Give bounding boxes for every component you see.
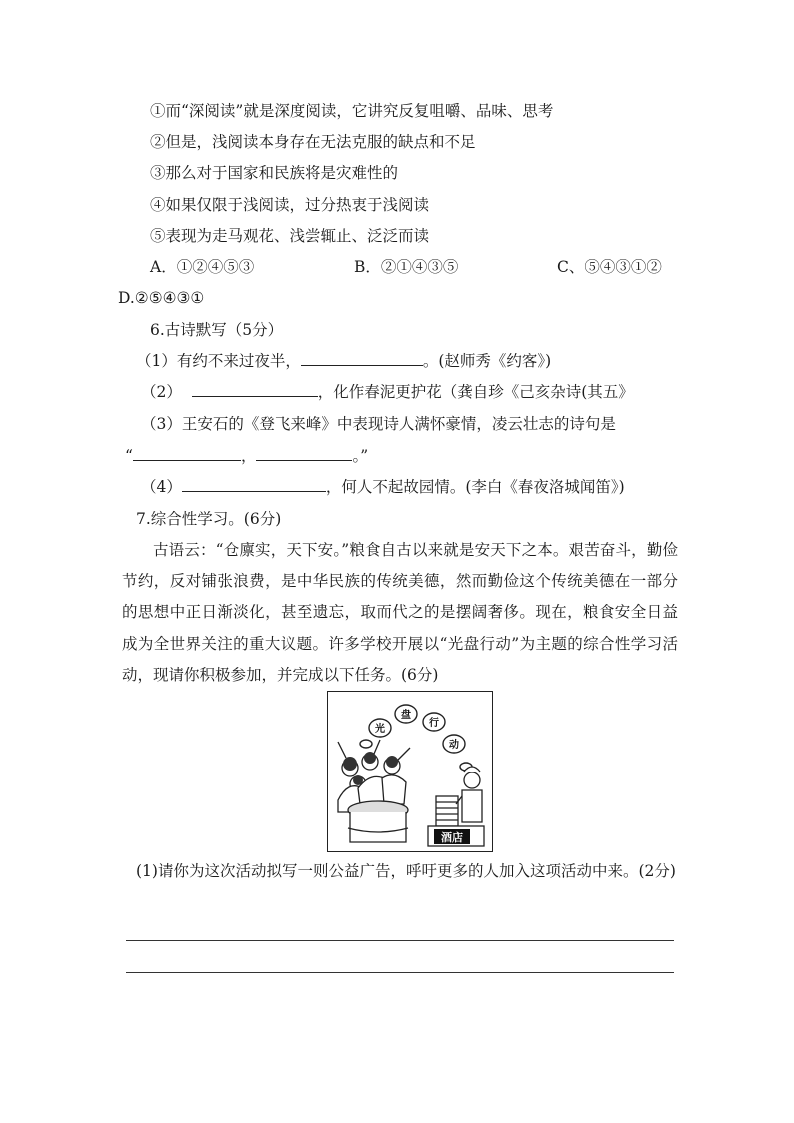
q6-item-3: （3）王安石的《登飞来峰》中表现诗人满怀豪情，凌云壮志的诗句是 (141, 415, 616, 433)
q6-item-2 (141, 382, 634, 402)
cartoon-illustration (328, 692, 491, 850)
ordering-item-4: ④如果仅限于浅阅读，过分热衷于浅阅读 (150, 196, 430, 214)
option-a: A．①②④⑤③ (150, 258, 255, 276)
ordering-item-2: ②但是，浅阅读本身存在无法克服的缺点和不足 (150, 133, 476, 151)
option-c: C、⑤④③①② (557, 258, 662, 276)
q6-item-1 (136, 351, 551, 371)
answer-line-1[interactable] (126, 940, 674, 941)
plate-char-2: 盘 (401, 710, 411, 721)
q6-item-2-blank[interactable] (192, 382, 318, 397)
q7-heading: 7.综合性学习。(6分) (136, 510, 282, 528)
q6-item-2-prefix: （2） (141, 383, 182, 401)
plate-char-1: 光 (375, 724, 385, 735)
option-d: D.②⑤④③① (118, 289, 205, 307)
q6-item-4-blank[interactable] (182, 477, 326, 492)
ordering-item-3: ③那么对于国家和民族将是灾难性的 (150, 164, 399, 182)
q6-item-4-suffix: ，何人不起故园情。(李白《春夜洛城闻笛》) (325, 478, 625, 496)
ordering-item-5: ⑤表现为走马观花、浅尝辄止、泛泛而读 (150, 227, 430, 245)
q6-item-4-prefix: （4） (141, 478, 182, 496)
plate-char-4: 动 (449, 740, 459, 751)
answer-line-2[interactable] (126, 972, 674, 973)
q6-item-3-comma: ， (240, 447, 257, 465)
q6-item-3-blank-2[interactable] (256, 446, 352, 461)
cartoon-figure (327, 691, 493, 852)
q6-item-2-suffix: ，化作春泥更护花（龚自珍《己亥杂诗(其五》 (317, 383, 634, 401)
q6-item-1-suffix: 。(赵师秀《约客》) (422, 352, 552, 370)
q6-item-3-close-quote: 。” (352, 447, 369, 465)
plate-char-3: 行 (429, 718, 439, 729)
q6-item-3-blank-1[interactable] (133, 446, 241, 461)
q6-item-4 (141, 477, 625, 497)
q6-item-1-prefix: （1）有约不来过夜半， (136, 352, 301, 370)
q6-item-1-blank[interactable] (301, 351, 423, 366)
q6-item-3-answer (125, 446, 368, 466)
q7-sub-1: (1)请你为这次活动拟写一则公益广告，呼吁更多的人加入这项活动中来。(2分) (136, 862, 676, 880)
q7-passage: 古语云：“仓廪实，天下安。”粮食自古以来就是安天下之本。艰苦奋斗，勤俭节约，反对铺张浪费，是中华民族的传统美德，然而勤俭这个传统美德在一部分的思想中正日渐淡化，甚至遗忘，取而代之的是摆阔奢侈。现在，粮食安全日益成为全世界关注的重大议题。许多学校开展以“光盘行动”为主题的综合性学习活动，现请你积极参加，并完成以下任务。(6分) (122, 541, 678, 684)
ordering-item-1: ①而“深阅读”就是深度阅读，它讲究反复咀嚼、品味、思考 (150, 102, 554, 120)
option-b: B．②①④③⑤ (354, 258, 459, 276)
q6-heading: 6.古诗默写（5分） (150, 321, 284, 339)
hotel-sign: 酒店 (441, 831, 463, 844)
q6-item-3-open-quote: “ (125, 447, 133, 465)
